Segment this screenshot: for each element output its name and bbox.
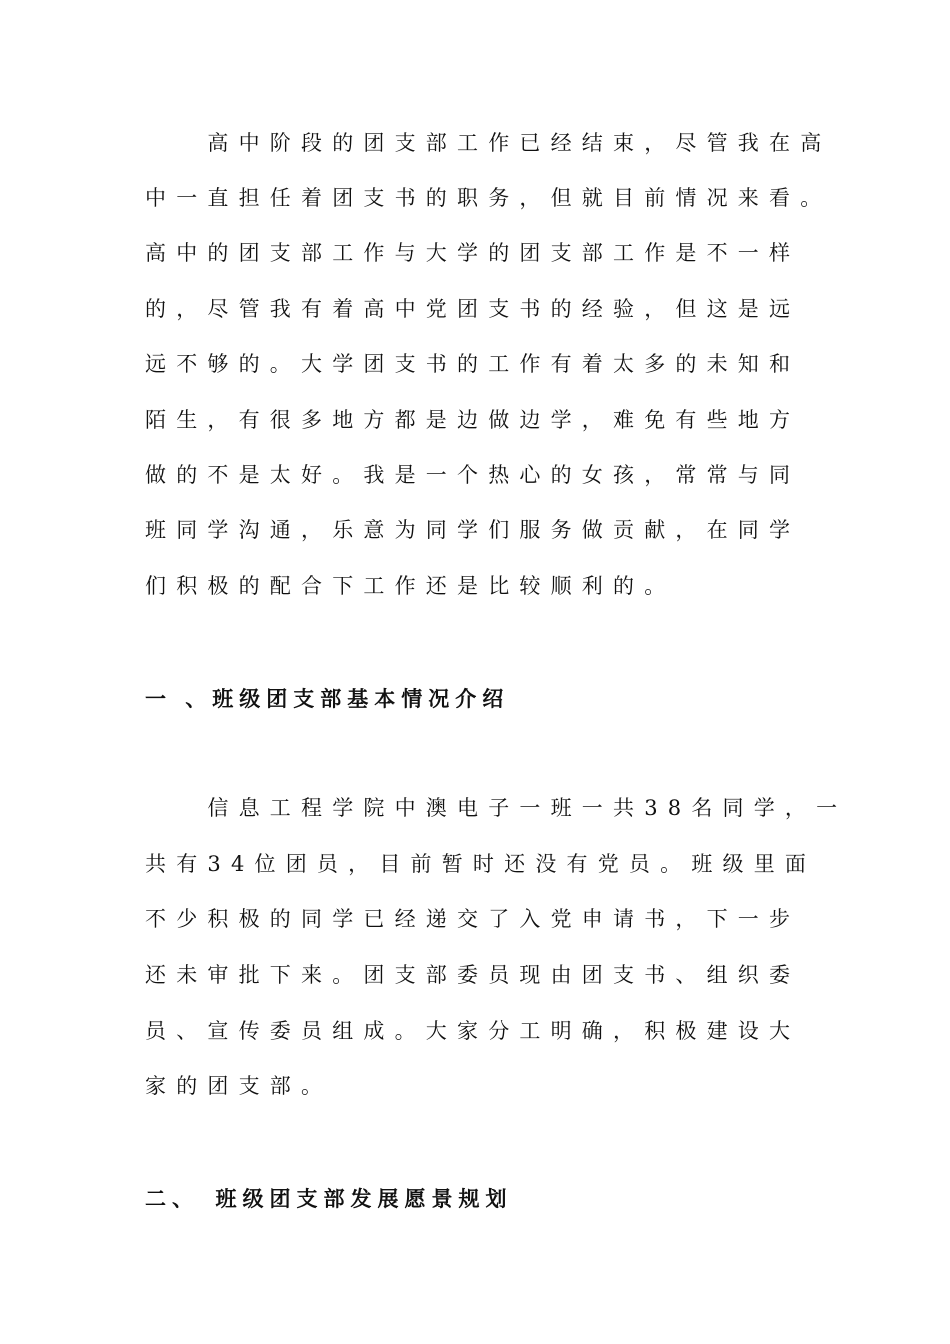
paragraph-line: 共有34位团员，目前暂时还没有党员。班级里面: [145, 852, 817, 876]
intro-line: 远不够的。大学团支书的工作有着太多的未知和: [145, 352, 801, 376]
paragraph-line: 家的团支部。: [145, 1074, 333, 1098]
section-heading: 一 、班级团支部基本情况介绍: [145, 686, 510, 711]
intro-line: 班同学沟通，乐意为同学们服务做贡献，在同学: [145, 518, 801, 542]
intro-line: 中一直担任着团支书的职务，但就目前情况来看。: [145, 186, 832, 210]
paragraph-line: 不少积极的同学已经递交了入党申请书，下一步: [145, 907, 801, 931]
intro-line: 们积极的配合下工作还是比较顺利的。: [145, 574, 676, 598]
section-heading: 二、 班级团支部发展愿景规划: [145, 1186, 513, 1211]
intro-line: 做的不是太好。我是一个热心的女孩，常常与同: [145, 463, 801, 487]
paragraph-line: 信息工程学院中澳电子一班一共38名同学，一: [145, 796, 848, 820]
intro-line: 高中阶段的团支部工作已经结束，尽管我在高: [145, 131, 832, 155]
paragraph-line: 还未审批下来。团支部委员现由团支书、组织委: [145, 963, 801, 987]
intro-line: 高中的团支部工作与大学的团支部工作是不一样: [145, 241, 801, 265]
intro-line: 的，尽管我有着高中党团支书的经验，但这是远: [145, 297, 801, 321]
intro-line: 陌生，有很多地方都是边做边学，难免有些地方: [145, 408, 801, 432]
paragraph-line: 员、宣传委员组成。大家分工明确，积极建设大: [145, 1019, 801, 1043]
